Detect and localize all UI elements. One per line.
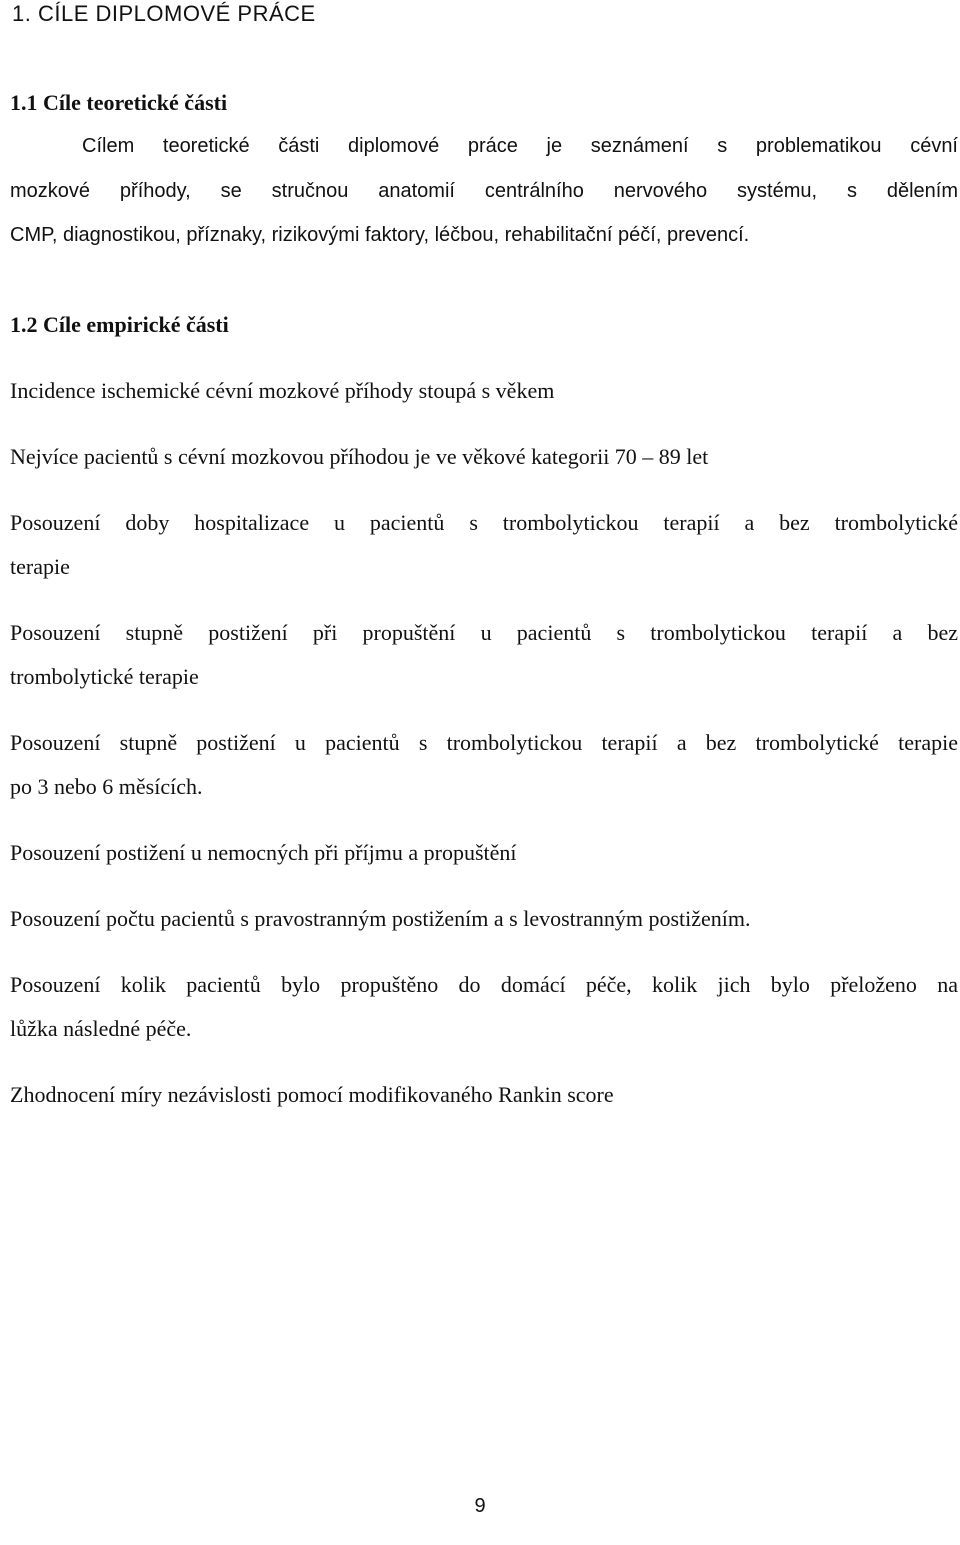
section-heading-theory: 1.1 Cíle teoretické části <box>10 90 228 115</box>
empirical-goal-6: Posouzení postižení u nemocných při příjmu a propuštění <box>10 840 517 865</box>
chapter-heading: 1. CÍLE DIPLOMOVÉ PRÁCE <box>12 1 316 26</box>
empirical-goal-9: Zhodnocení míry nezávislosti pomocí modifikovaného Rankin score <box>10 1082 614 1107</box>
empirical-goal-5-line-1: Posouzení stupně postižení u pacientů s trombolytickou terapií a bez trombolytické terapie <box>10 730 958 755</box>
theory-paragraph-line-2: mozkové příhody, se stručnou anatomií centrálního nervového systému, s dělením <box>10 180 958 202</box>
empirical-goal-7: Posouzení počtu pacientů s pravostranným postižením a s levostranným postižením. <box>10 906 751 931</box>
empirical-goal-8-line-2: lůžka následné péče. <box>10 1016 192 1041</box>
empirical-goal-1: Incidence ischemické cévní mozkové příhody stoupá s věkem <box>10 378 555 403</box>
empirical-goal-8-line-1: Posouzení kolik pacientů bylo propuštěno do domácí péče, kolik jich bylo přeloženo na <box>10 972 958 997</box>
theory-paragraph-line-1: Cílem teoretické části diplomové práce je seznámení s problematikou cévní <box>82 135 958 157</box>
empirical-goal-3-line-1: Posouzení doby hospitalizace u pacientů s trombolytickou terapií a bez trombolytické <box>10 510 958 535</box>
page-number: 9 <box>474 1495 486 1517</box>
empirical-goal-3-line-2: terapie <box>10 554 70 579</box>
section-heading-empirical: 1.2 Cíle empirické části <box>10 312 229 337</box>
empirical-goal-4-line-2: trombolytické terapie <box>10 664 199 689</box>
empirical-goal-5-line-2: po 3 nebo 6 měsících. <box>10 774 203 799</box>
empirical-goal-2: Nejvíce pacientů s cévní mozkovou příhodou je ve věkové kategorii 70 – 89 let <box>10 444 709 469</box>
theory-paragraph-line-3: CMP, diagnostikou, příznaky, rizikovými faktory, léčbou, rehabilitační péčí, prevencí. <box>10 224 750 246</box>
empirical-goal-4-line-1: Posouzení stupně postižení při propuštění u pacientů s trombolytickou terapií a bez <box>10 620 958 645</box>
